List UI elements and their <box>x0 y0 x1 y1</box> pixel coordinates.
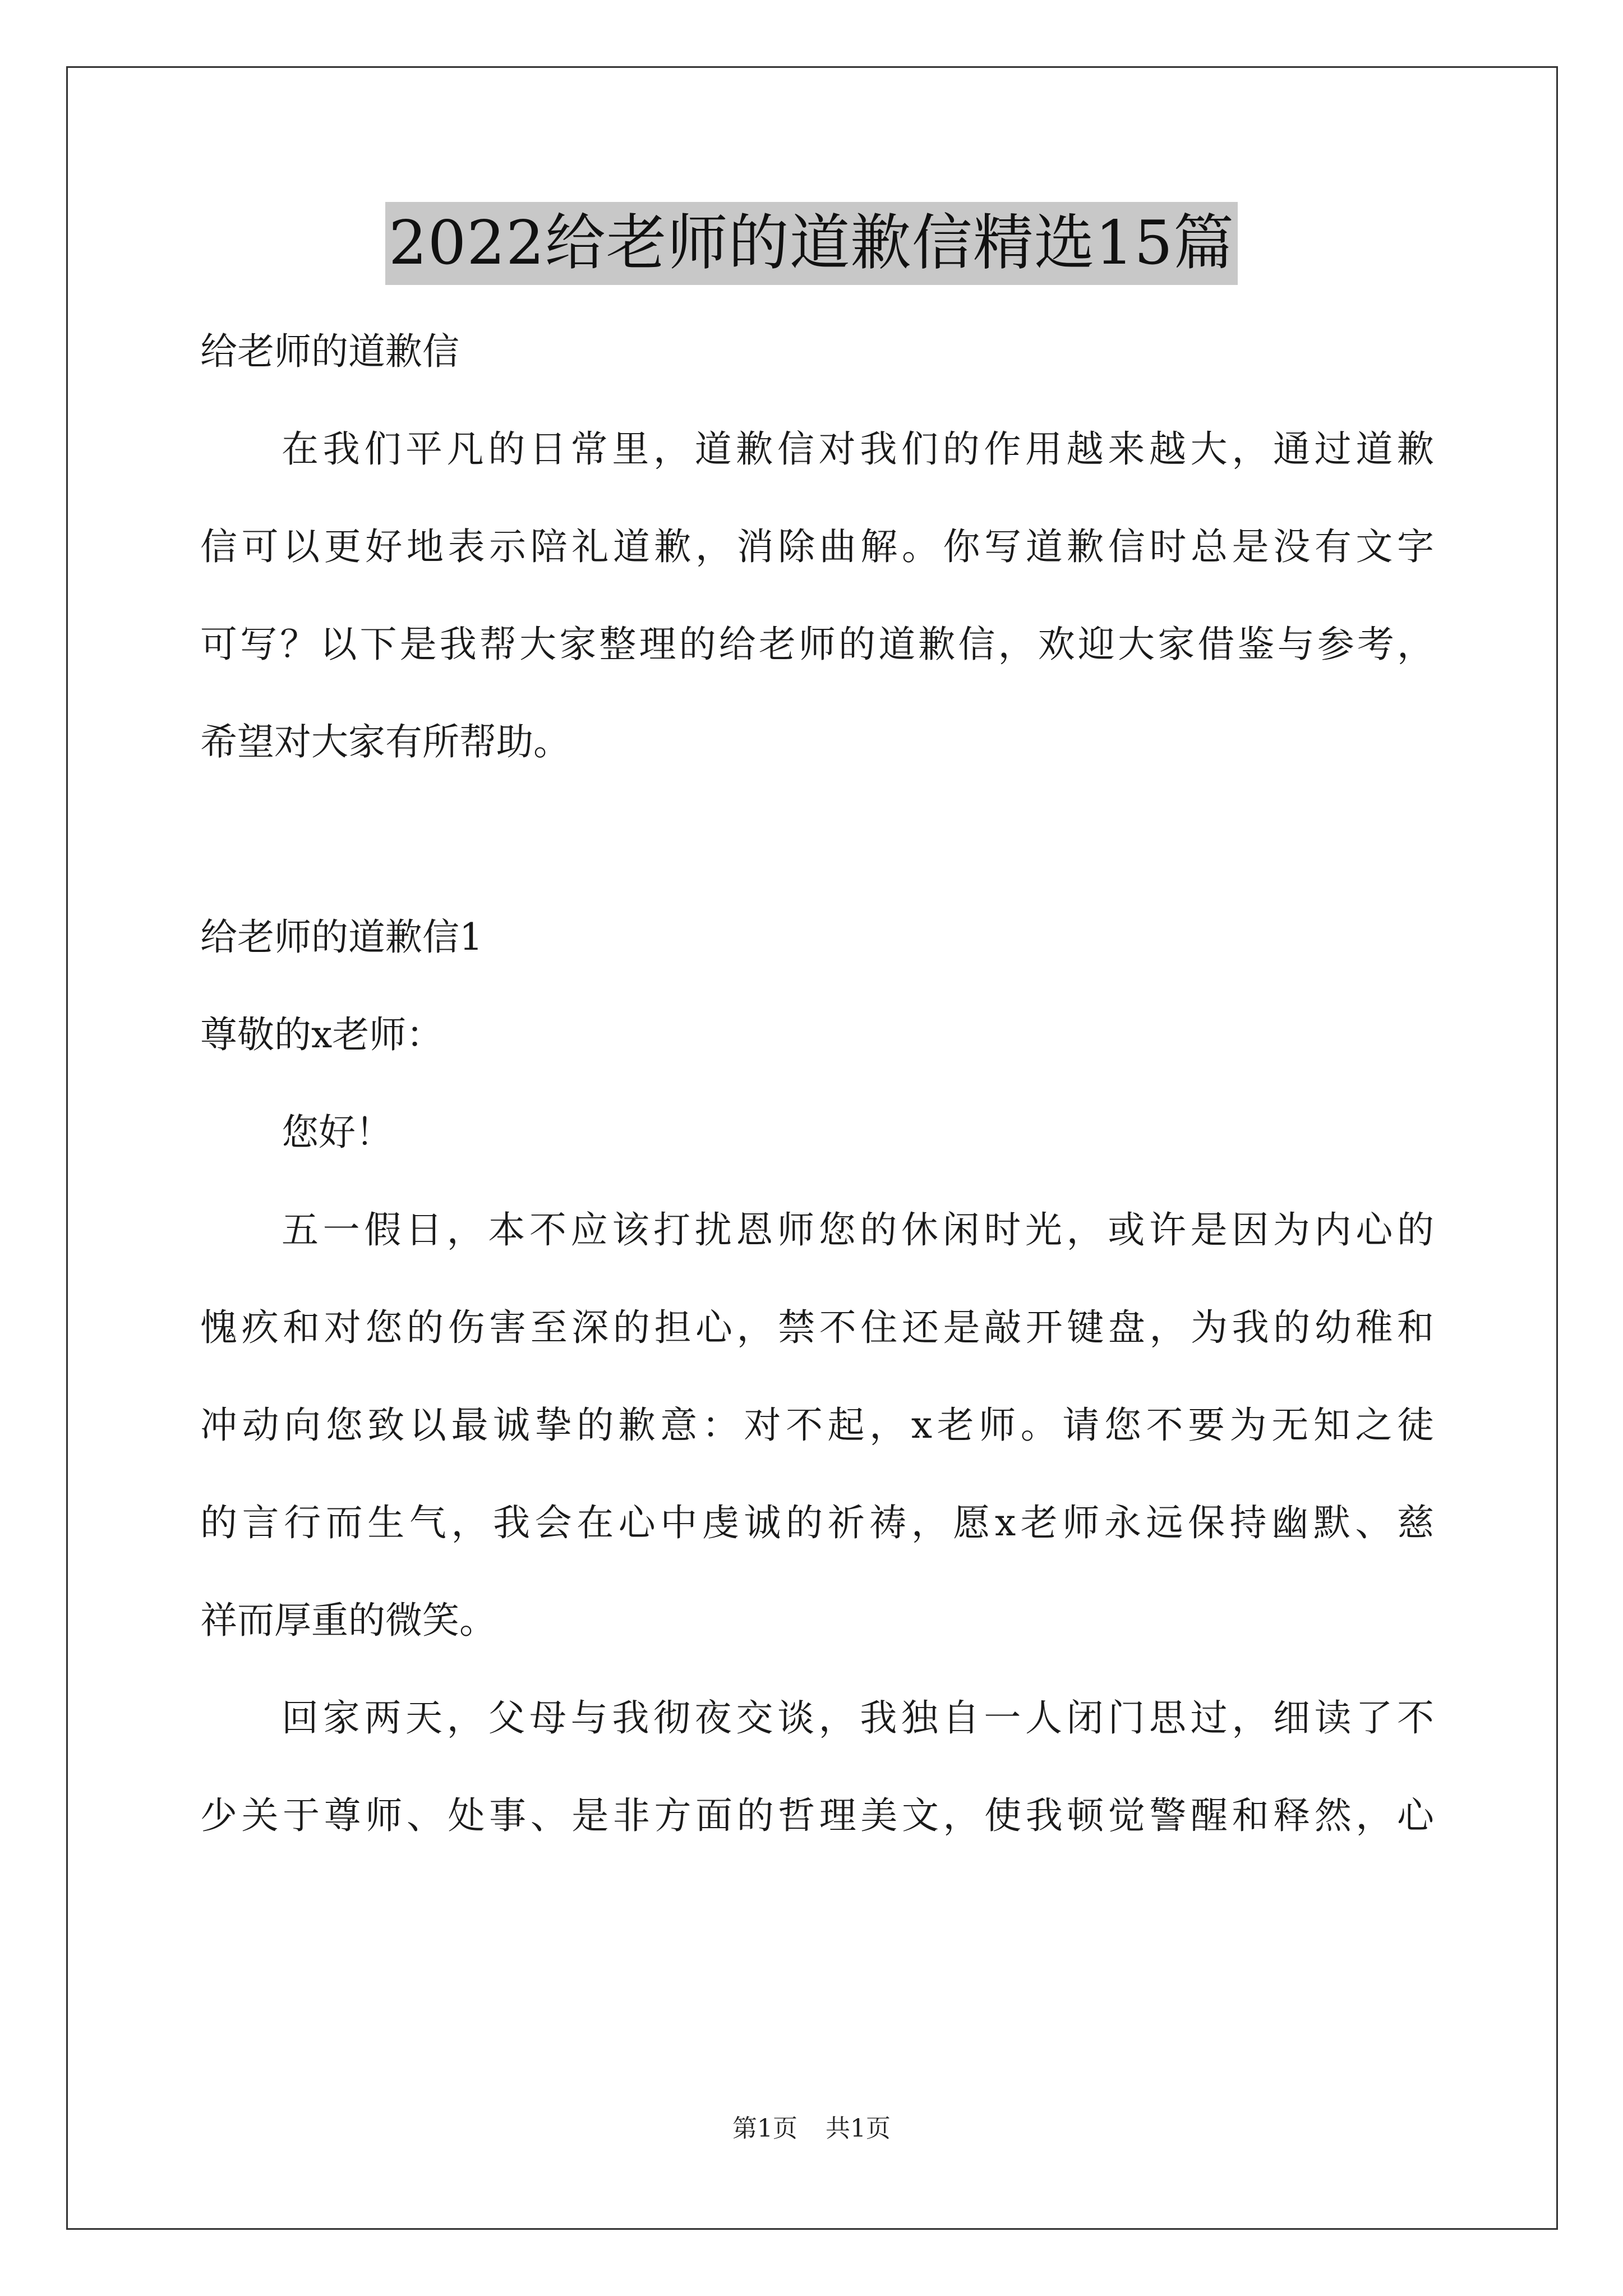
document-body <box>200 303 1434 1865</box>
document-title: 2022给老师的道歉信精选15篇 <box>385 202 1238 285</box>
page-number: 第1页 <box>732 2114 797 2143</box>
paragraph-line: 愧疚和对您的伤害至深的担心，禁不住还是敲开键盘，为我的幼稚和 <box>200 1306 1434 1349</box>
paragraph-line: 信可以更好地表示陪礼道歉，消除曲解。你写道歉信时总是没有文字 <box>200 525 1434 568</box>
page-total: 共1页 <box>826 2114 891 2143</box>
page-footer <box>0 2108 1623 2144</box>
salutation: 尊敬的x老师： <box>200 1013 444 1056</box>
paragraph-line: 希望对大家有所帮助。 <box>200 720 570 763</box>
section-heading: 给老师的道歉信 <box>200 330 459 373</box>
letter-heading: 给老师的道歉信1 <box>200 915 483 959</box>
title-wrap <box>0 202 1623 285</box>
paragraph-line: 少关于尊师、处事、是非方面的哲理美文，使我顿觉警醒和释然，心 <box>200 1794 1434 1837</box>
paragraph-line: 回家两天，父母与我彻夜交谈，我独自一人闭门思过，细读了不 <box>282 1696 1434 1740</box>
paragraph-line: 可写？以下是我帮大家整理的给老师的道歉信，欢迎大家借鉴与参考， <box>200 623 1434 666</box>
blank-line <box>200 791 1434 889</box>
paragraph-line: 在我们平凡的日常里，道歉信对我们的作用越来越大，通过道歉 <box>282 427 1434 471</box>
paragraph-line: 冲动向您致以最诚挚的歉意：对不起，x老师。请您不要为无知之徒 <box>200 1404 1434 1447</box>
greeting: 您好！ <box>282 1111 393 1154</box>
paragraph-line: 五一假日，本不应该打扰恩师您的休闲时光，或许是因为内心的 <box>282 1208 1434 1251</box>
paragraph-line: 祥而厚重的微笑。 <box>200 1599 496 1642</box>
paragraph-line: 的言行而生气，我会在心中虔诚的祈祷，愿x老师永远保持幽默、慈 <box>200 1501 1434 1544</box>
